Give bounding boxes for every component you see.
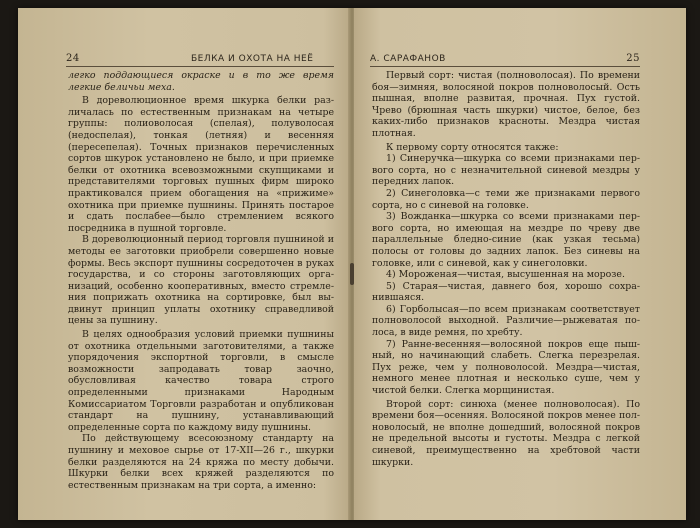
paragraph: 2) Синеголовка—с теми же признаками первого сорта, но с синевой на головке. — [372, 187, 640, 211]
right-running-head: А. САРАФАНОВ — [370, 54, 446, 64]
right-page-header — [370, 50, 640, 67]
paragraph: В целях однообразия условий приемки пушнины от охотника отдельными заготовителями, а также упорядочения экспортной торговли, в смысле возможности запродавать товар заочно, обусловливая качество товара строго определенными признаками Народным Комиссариатом Торговли разработан и опубликован стандарт на пушнину, устанавливающий определенные сорта по каждому виду пушнины. — [68, 329, 334, 433]
paragraph: 3) Вожданка—шкурка со всеми признаками первого сорта, но имеющая на мездре по чреву две параллельные бледно-синие (как узкая тесьма) полосы от головы до задних лапок. Без синевы на головке, или с синевой, как у синеголовки. — [372, 211, 640, 269]
paragraph: 6) Горболысая—по всем признакам соответствует полноволосой выходной. Различие—рыжеватая полоса, в виде ремня, по хребту. — [372, 303, 640, 339]
left-page-header — [66, 50, 334, 67]
right-page — [354, 8, 686, 520]
paragraph: 1) Синеручка—шкурка со всеми признаками первого сорта, но с незначительной синевой мездры у передних лапок. — [372, 153, 640, 188]
left-page-number: 24 — [66, 53, 80, 64]
paragraph: В дореволюционный период торговля пушниной и методы ее заготовки приобрели совершенно новые формы. Весь экспорт пушнины сосредоточен в руках государства, и со стороны заготовляющих организаций, особенно кооперативных, вместо стремления поприжать охотника на сортировке, был выдвинут принцип уплаты охотнику справедливой цены за пушнину. — [68, 234, 334, 327]
paragraph: Первый сорт: чистая (полноволосая). По времени боя—зимняя, волосяной покров полноволосый. Ость пышная, вполне развитая, прочная. Пух густой. Чрево (брюшная часть шкурки) чистое, белое, без каких-либо признаков краснoты. Мездра чистая плотная. — [372, 70, 640, 139]
paragraph: 4) Мороженая—чистая, высушенная на морозе. — [386, 269, 625, 281]
paragraph: В дореволюционное время шкурка белки различалась по естественным признакам на четыре группы: полиоволосая (спелая), полуволосая (недоспелая), тонкая (летняя) и весенняя (пересепелая). Точных признаков перечисленных сортов шкурок установлено не было, и при приемке белки от охотника всевозможными скупщиками и представителями торговых пушных фирм широко практиковался прием обогащения на «прижиме» охотника при приемке пушнины. Принять постарое и сдать послабее—было стремлением всякого посредника в пушной торговле. — [68, 95, 334, 234]
paragraph: 5) Старая—чистая, давнего боя, хорошо сохранившаяся. — [372, 280, 640, 304]
right-page-body — [372, 70, 640, 468]
paragraph: Второй сорт: синюха (менее полноволосая). По времени боя—осенняя. Волосяной покров менее полноволосый, не вполне дошедший, волосяной покров не предельной высоты и густоты. Мездра с легкой синевой, преимущественно на хребтовой части шкурки. — [372, 398, 640, 468]
paragraph: По действующему всесоюзному стандарту на пушнину и меховое сырье от 17-XII—26 г., шкурки белки разделяются на 24 кряжа по месту добычи. Шкурки белки всех кряжей разделяются по естественным признакам на три сорта, а именно: — [68, 433, 334, 491]
paragraph: К первому сорту относятся также: — [386, 141, 559, 153]
paragraph: легко поддающиеся окраске и в то же время легкие беличьи меха. — [68, 70, 334, 93]
left-page — [18, 8, 350, 520]
right-page-number: 25 — [626, 53, 640, 64]
paragraph: 7) Ранне-весенняя—волосяной покров еще пышный, но начинающий слабеть. Слегка перезрелая. Пух реже, чем у полноволосой. Мездра—чистая, немного менее плотная и несколько суше, чем у чистой белки. Слегка морщинистая. — [372, 338, 640, 397]
book-spread — [18, 8, 686, 520]
left-page-body — [68, 70, 334, 491]
left-running-head: БЕЛКА И ОХОТА НА НЕЁ — [191, 54, 314, 64]
